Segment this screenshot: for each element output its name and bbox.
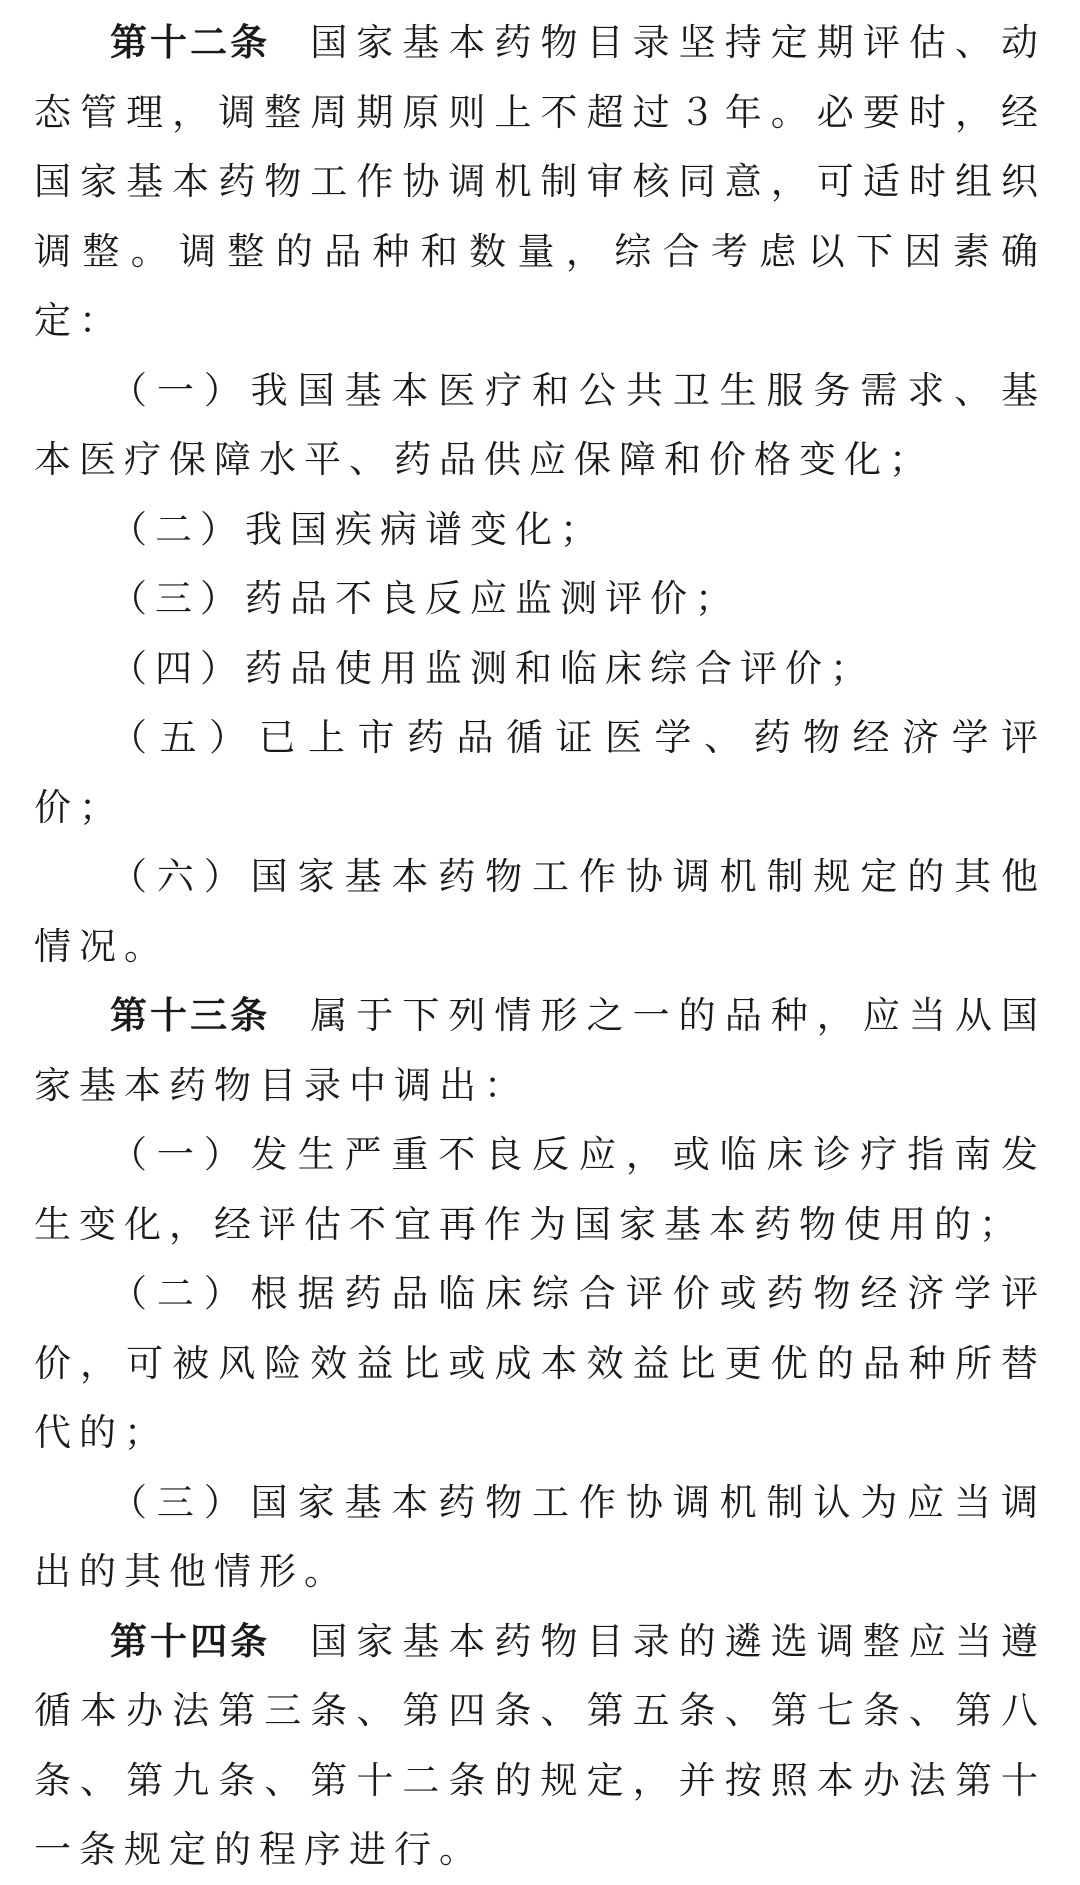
- article-13-item-1: （一）发生严重不良反应，或临床诊疗指南发生变化，经评估不宜再作为国家基本药物使用的；: [34, 1133, 1046, 1246]
- article-12-item-6: （六）国家基本药物工作协调机制规定的其他情况。: [34, 855, 1046, 968]
- article-14-title: 第十四条: [110, 1619, 271, 1663]
- article-13-text: 属于下列情形之一的品种，应当从国家基本药物目录中调出：: [34, 994, 1047, 1107]
- article-12-text: 国家基本药物目录坚持定期评估、动态管理，调整周期原则上不超过３年。必要时，经国家基本药物工作协调机制审核同意，可适时组织调整。调整的品种和数量，综合考虑以下因素确定：: [34, 21, 1047, 342]
- article-13-item-3: （三）国家基本药物工作协调机制认为应当调出的其他情形。: [34, 1480, 1046, 1593]
- article-13-item-2: （二）根据药品临床综合评价或药物经济学评价，可被风险效益比或成本效益比更优的品种所替代的；: [34, 1272, 1046, 1454]
- article-12: [34, 8, 1046, 356]
- article-12-item-2: （二）我国疾病谱变化；: [110, 507, 605, 551]
- article-12-item-5: （五）已上市药品循证医学、药物经济学评价；: [34, 716, 1046, 829]
- article-14: [34, 1607, 1046, 1885]
- article-12-item-4: （四）药品使用监测和临床综合评价；: [110, 646, 875, 690]
- article-13: [34, 981, 1046, 1120]
- article-12-title: 第十二条: [110, 21, 271, 64]
- article-12-item-3: （三）药品不良反应监测评价；: [110, 577, 740, 620]
- article-12-item-1: （一）我国基本医疗和公共卫生服务需求、基本医疗保障水平、药品供应保障和价格变化；: [34, 368, 1046, 481]
- article-14-text: 国家基本药物目录的遴选调整应当遵循本办法第三条、第四条、第五条、第七条、第八条、第九条、第十二条的规定，并按照本办法第十一条规定的程序进行。: [34, 1619, 1047, 1871]
- article-13-title: 第十三条: [110, 994, 271, 1037]
